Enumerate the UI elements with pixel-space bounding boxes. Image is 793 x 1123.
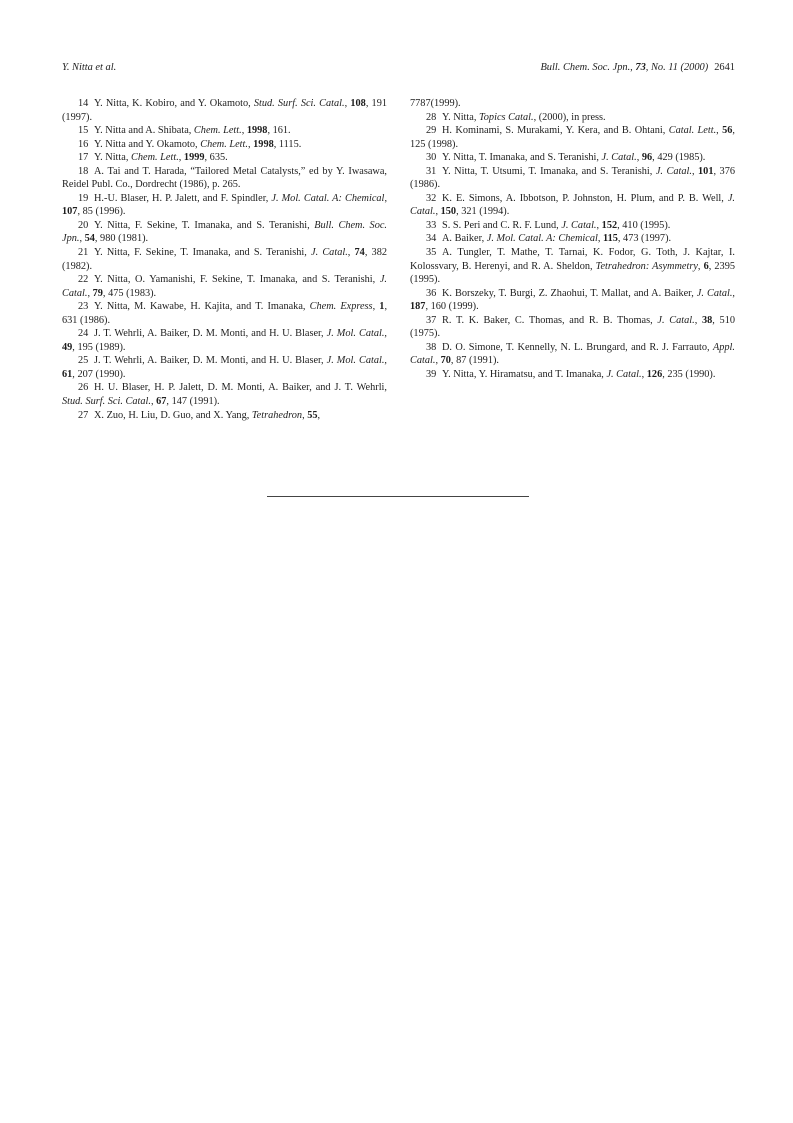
reference-number: 25 xyxy=(78,355,89,367)
volume-number: 56 xyxy=(722,125,733,137)
references-right-column xyxy=(410,97,735,381)
reference-number: 21 xyxy=(78,247,89,259)
running-header-authors: Y. Nitta et al. xyxy=(62,62,117,73)
reference-39 xyxy=(410,368,735,382)
journal-title: J. Catal. xyxy=(311,247,348,259)
reference-text: , 191 (1997). xyxy=(62,98,388,123)
journal-title: Chem. Lett. xyxy=(193,125,242,137)
reference-text: , 635. xyxy=(204,152,228,164)
reference-text: Y. Nitta and A. Shibata, xyxy=(94,125,194,137)
reference-22 xyxy=(62,273,387,300)
volume-number: 96 xyxy=(641,152,653,164)
reference-number: 16 xyxy=(78,138,89,150)
reference-number: 23 xyxy=(78,301,89,313)
reference-number: 18 xyxy=(78,165,89,177)
reference-text: , 1115. xyxy=(273,138,302,150)
reference-24 xyxy=(62,327,387,354)
journal-title: J. Mol. Catal. xyxy=(326,355,385,367)
reference-text: Y. Nitta, T. Imanaka, and S. Teranishi, xyxy=(442,152,602,164)
reference-text: , xyxy=(596,219,602,231)
reference-23 xyxy=(62,300,387,327)
journal-title: Bull. Chem. Soc. Jpn. xyxy=(62,219,388,245)
reference-number: 29 xyxy=(426,125,437,137)
reference-text: , xyxy=(641,368,647,380)
reference-text: Y. Nitta, F. Sekine, T. Imanaka, and S. Teranishi, xyxy=(94,247,312,259)
journal-title: J. Mol. Catal. A: Chemical xyxy=(271,192,385,204)
reference-number: 37 xyxy=(426,314,437,326)
volume-number: 55 xyxy=(307,409,318,421)
journal-title: J. Mol. Catal. A: Chemical xyxy=(486,233,598,245)
reference-text: , xyxy=(636,152,642,164)
journal-title: J. Catal. xyxy=(696,287,733,299)
journal-title: J. Catal. xyxy=(655,165,692,177)
journal-title: J. Catal. xyxy=(601,152,637,164)
reference-text: , xyxy=(697,260,704,272)
reference-text: H. Kominami, S. Murakami, Y. Kera, and B. Ohtani, xyxy=(442,125,669,137)
reference-text: A. Tungler, T. Mathe, T. Tarnai, K. Fodor, G. Toth, J. Kajtar, I. Kolossvary, B. Herenyi, and R. A. Sheldon, xyxy=(410,247,735,272)
reference-text: , (2000), in press. xyxy=(533,111,606,123)
reference-number: 28 xyxy=(426,111,437,123)
reference-18 xyxy=(62,165,387,192)
reference-31 xyxy=(410,165,735,192)
reference-text: , xyxy=(716,125,723,137)
journal-title: J. Catal. xyxy=(657,314,695,326)
reference-35 xyxy=(410,246,735,287)
reference-25 xyxy=(62,354,387,381)
end-rule xyxy=(267,496,529,497)
reference-27 xyxy=(62,409,387,423)
reference-number: 39 xyxy=(426,368,437,380)
reference-21 xyxy=(62,246,387,273)
volume-number: 61 xyxy=(62,368,73,380)
reference-number: 30 xyxy=(426,152,437,164)
reference-text: J. T. Wehrli, A. Baiker, D. M. Monti, and H. U. Blaser, xyxy=(94,355,327,367)
reference-15 xyxy=(62,124,387,138)
reference-text: Y. Nitta, K. Kobiro, and Y. Okamoto, xyxy=(94,98,254,109)
reference-number: 14 xyxy=(78,98,89,109)
reference-number: 24 xyxy=(78,328,89,340)
journal-title: J. Mol. Catal. xyxy=(326,328,385,340)
reference-text: A. Baiker, xyxy=(442,233,487,245)
volume-number: 49 xyxy=(62,341,73,353)
reference-text: Y. Nitta, Y. Hiramatsu, and T. Imanaka, xyxy=(442,368,607,380)
journal-title: J. Catal. xyxy=(410,192,735,218)
reference-38 xyxy=(410,341,735,368)
reference-text: , 510 (1975). xyxy=(410,314,735,340)
reference-text: , 235 (1990). xyxy=(662,368,716,380)
journal-title: Stud. Surf. Sci. Catal. xyxy=(253,98,345,109)
volume-number: 74 xyxy=(354,247,365,259)
reference-14 xyxy=(62,97,387,124)
reference-text: Y. Nitta, M. Kawabe, H. Kajita, and T. Imanaka, xyxy=(94,301,310,313)
volume-number: 1 xyxy=(379,301,385,313)
journal-title: Appl. Catal. xyxy=(410,341,735,367)
reference-text: , xyxy=(150,396,157,408)
reference-text: , 321 (1994). xyxy=(456,206,510,218)
reference-text: H. U. Blaser, H. P. Jalett, D. M. Monti, A. Baiker, and J. T. Wehrli, xyxy=(94,382,387,394)
reference-text: , xyxy=(347,247,355,259)
reference-text: , xyxy=(178,152,184,164)
journal-title: Stud. Surf. Sci. Catal. xyxy=(62,396,151,408)
reference-number: 31 xyxy=(426,165,437,177)
volume-number: 126 xyxy=(646,368,663,380)
reference-text: Y. Nitta, F. Sekine, T. Imanaka, and S. Teranishi, xyxy=(94,219,315,231)
reference-text: K. Borszeky, T. Burgi, Z. Zhaohui, T. Mallat, and A. Baiker, xyxy=(442,287,697,299)
reference-number: 35 xyxy=(426,247,437,259)
running-header xyxy=(62,62,735,78)
reference-number: 20 xyxy=(78,219,89,231)
reference-number: 32 xyxy=(426,192,437,204)
reference-text: Y. Nitta, O. Yamanishi, F. Sekine, T. Imanaka, and S. Teranishi, xyxy=(94,274,380,286)
journal-title: Chem. Lett. xyxy=(200,138,248,150)
reference-36 xyxy=(410,287,735,314)
reference-text: , xyxy=(302,409,308,421)
journal-title: Chem. Lett. xyxy=(131,152,179,164)
reference-text: R. T. K. Baker, C. Thomas, and R. B. Thomas, xyxy=(442,314,658,326)
reference-text: X. Zuo, H. Liu, D. Guo, and X. Yang, xyxy=(94,409,252,421)
reference-34 xyxy=(410,232,735,246)
reference-number: 22 xyxy=(78,274,89,286)
reference-text: , xyxy=(384,355,387,367)
volume-number: 152 xyxy=(601,219,618,231)
page-number: 2641 xyxy=(714,62,735,73)
reference-text: S. S. Peri and C. R. F. Lund, xyxy=(442,219,562,231)
journal-issue: , No. 11 (2000) xyxy=(645,62,709,73)
reference-text: , xyxy=(694,314,702,326)
reference-text: , xyxy=(597,233,603,245)
reference-number: 36 xyxy=(426,287,437,299)
reference-text: , 382 (1982). xyxy=(62,247,387,272)
reference-text: , xyxy=(384,192,388,204)
volume-number: 1998 xyxy=(253,138,274,150)
reference-number: 38 xyxy=(426,341,437,353)
journal-title: J. Catal. xyxy=(606,368,642,380)
reference-text: , 2395 (1995). xyxy=(410,260,735,286)
reference-text: , 980 (1981). xyxy=(94,233,149,245)
reference-text: , 87 (1991). xyxy=(450,355,499,367)
journal-title: J. Catal. xyxy=(561,219,597,231)
reference-text: , xyxy=(435,206,441,218)
reference-text: , 207 (1990). xyxy=(72,368,126,380)
reference-text: , xyxy=(732,287,735,299)
journal-title: J. Catal. xyxy=(62,274,387,299)
reference-text: , xyxy=(384,328,387,340)
reference-30 xyxy=(410,151,735,165)
volume-number: 70 xyxy=(440,355,451,367)
reference-20 xyxy=(62,219,387,246)
reference-text: , 473 (1997). xyxy=(617,233,672,245)
reference-text: , 631 (1986). xyxy=(62,301,388,326)
reference-number: 27 xyxy=(78,409,89,421)
reference-16 xyxy=(62,138,387,152)
reference-text: , 160 (1999). xyxy=(425,301,479,313)
journal-title: Topics Catal. xyxy=(479,111,534,123)
reference-19 xyxy=(62,192,387,219)
reference-text: , 410 (1995). xyxy=(617,219,671,231)
reference-text: , 475 (1983). xyxy=(102,287,157,299)
journal-title: Chem. Express xyxy=(309,301,373,313)
reference-17 xyxy=(62,151,387,165)
volume-number: 115 xyxy=(603,233,618,245)
reference-text: , xyxy=(344,98,351,109)
reference-continuation: 7787(1999). xyxy=(410,98,461,109)
reference-32 xyxy=(410,192,735,219)
reference-text: , xyxy=(691,165,699,177)
volume-number: 150 xyxy=(440,206,457,218)
reference-text: , xyxy=(87,287,93,299)
reference-29 xyxy=(410,124,735,151)
reference-text: , xyxy=(247,138,254,150)
reference-text: Y. Nitta, xyxy=(442,111,479,123)
reference-number: 26 xyxy=(78,382,89,394)
volume-number: 54 xyxy=(84,233,95,245)
reference-text: Y. Nitta, xyxy=(94,152,131,164)
reference-text: , xyxy=(79,233,85,245)
references-left-column xyxy=(62,97,387,422)
reference-text: , 125 (1998). xyxy=(410,125,735,150)
reference-text: H.-U. Blaser, H. P. Jalett, and F. Spindler, xyxy=(94,192,272,204)
reference-text: , xyxy=(241,125,247,137)
reference-text: A. Tai and T. Harada, “Tailored Metal Catalysts,” ed by Y. Iwasawa, Reidel Publ. Co., Dordrecht (1986), p. 265. xyxy=(62,165,387,191)
reference-text: , xyxy=(435,355,441,367)
volume-number: 1998 xyxy=(246,125,268,137)
reference-text: , 429 (1985). xyxy=(652,152,706,164)
reference-37 xyxy=(410,314,735,341)
reference-number: 17 xyxy=(78,152,89,164)
reference-26 xyxy=(62,381,387,408)
reference-text: J. T. Wehrli, A. Baiker, D. M. Monti, and H. U. Blaser, xyxy=(94,328,327,340)
journal-name: Bull. Chem. Soc. Jpn., xyxy=(540,62,636,73)
volume-number: 6 xyxy=(703,260,709,272)
reference-text: Y. Nitta, T. Utsumi, T. Imanaka, and S. Teranishi, xyxy=(442,165,656,177)
reference-text: , 85 (1996). xyxy=(77,206,126,218)
reference-text: , xyxy=(372,301,380,313)
reference-text: Y. Nitta and Y. Okamoto, xyxy=(94,138,201,150)
reference-number: 19 xyxy=(78,192,89,204)
reference-text: , 195 (1989). xyxy=(72,341,126,353)
reference-number: 33 xyxy=(426,219,437,231)
reference-text: , 376 (1986). xyxy=(410,165,735,191)
volume-number: 79 xyxy=(92,287,103,299)
running-header-journal xyxy=(540,62,735,73)
reference-text: K. E. Simons, A. Ibbotson, P. Johnston, H. Plum, and P. B. Well, xyxy=(442,192,728,204)
volume-number: 101 xyxy=(698,165,714,177)
volume-number: 38 xyxy=(701,314,713,326)
journal-title: Tetrahedron xyxy=(251,409,303,421)
journal-volume: 73 xyxy=(635,62,646,73)
journal-title: Catal. Lett. xyxy=(668,125,717,137)
journal-title: Tetrahedron: Asymmetry xyxy=(595,260,698,272)
volume-number: 67 xyxy=(156,396,167,408)
reference-text: D. O. Simone, T. Kennelly, N. L. Brungard, and R. J. Farrauto, xyxy=(442,341,713,353)
reference-text: , 161. xyxy=(267,125,291,137)
volume-number: 1999 xyxy=(183,152,205,164)
reference-text: , 147 (1991). xyxy=(166,396,220,408)
reference-number: 34 xyxy=(426,233,437,245)
reference-number: 15 xyxy=(78,125,89,137)
volume-number: 107 xyxy=(62,206,78,218)
reference-33 xyxy=(410,219,735,233)
volume-number: 187 xyxy=(410,301,426,313)
reference-text: , xyxy=(317,409,321,421)
reference-28 xyxy=(410,111,735,125)
volume-number: 108 xyxy=(350,98,366,109)
